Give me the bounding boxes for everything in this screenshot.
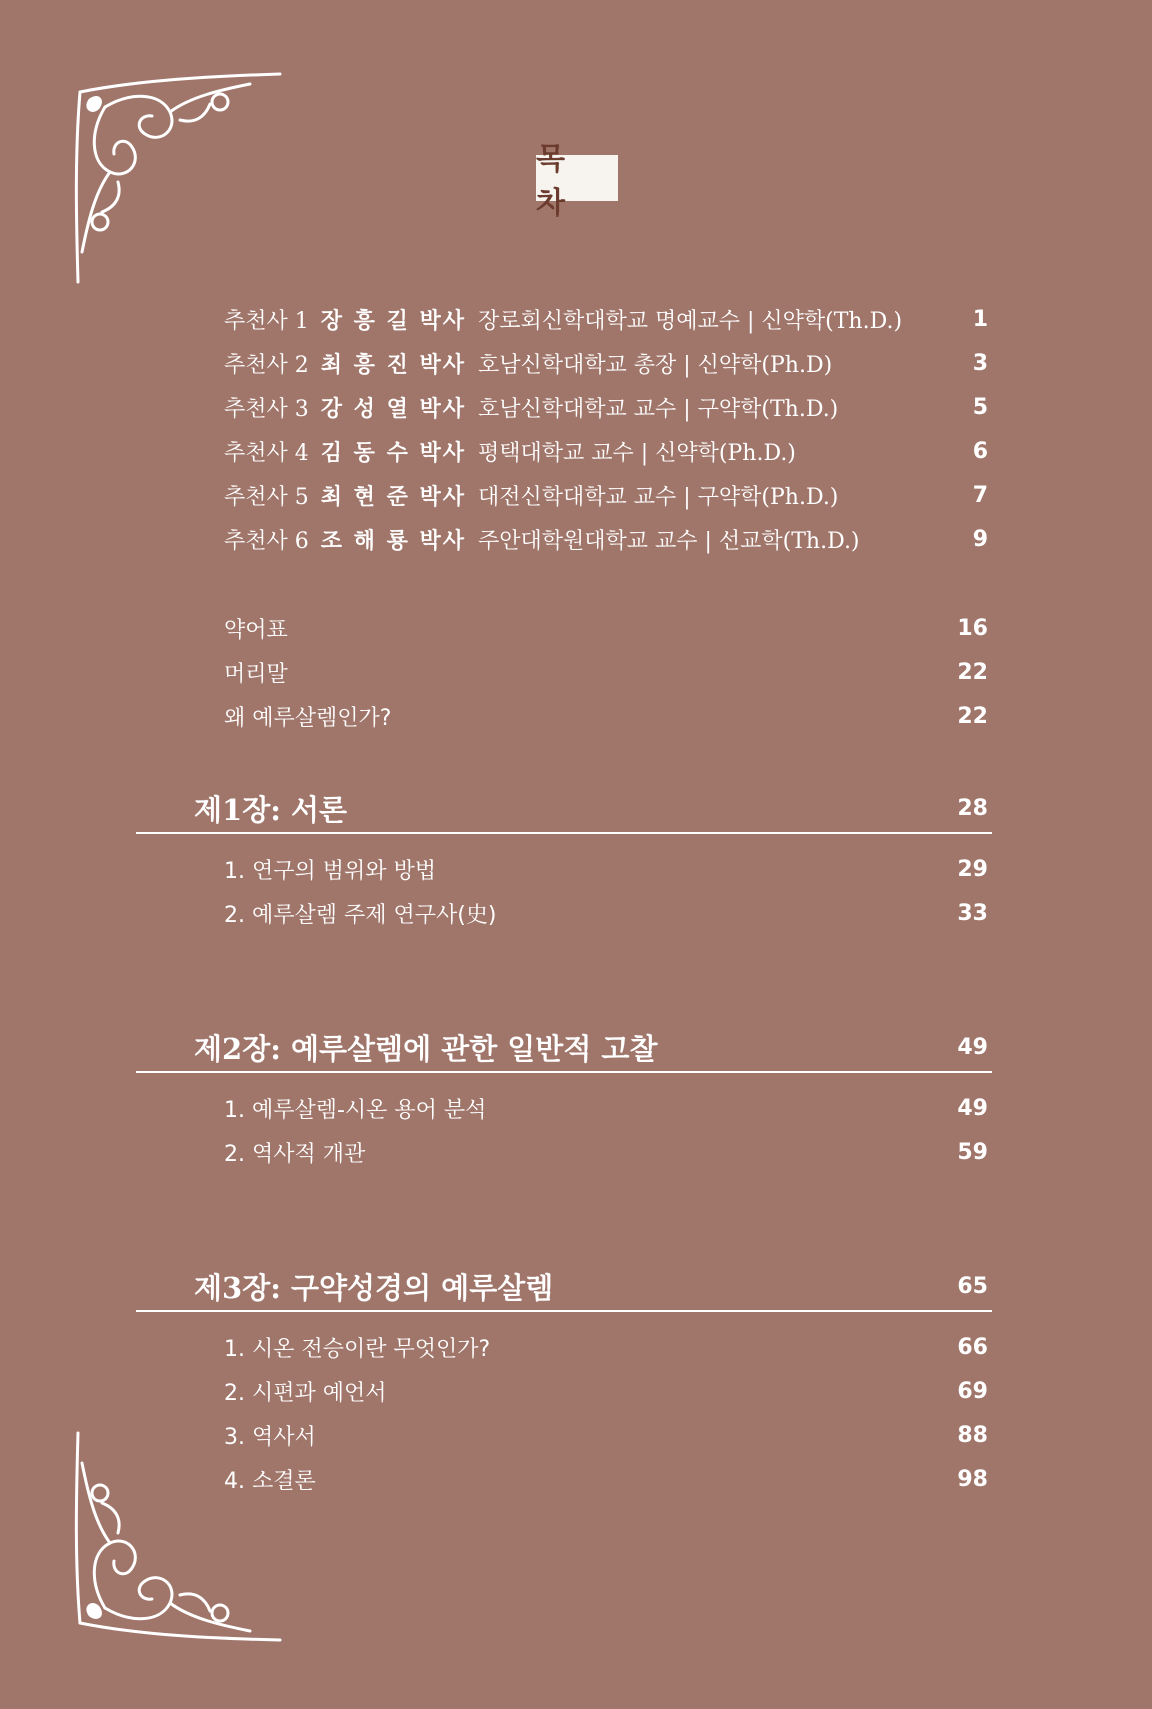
recommendation-row[interactable] [224, 522, 988, 556]
corner-ornament-bottom-icon [70, 1428, 285, 1643]
section-entry[interactable] [224, 1418, 988, 1452]
recommender-affiliation: 호남신학대학교 교수 | 구약학(Th.D.) [478, 396, 839, 422]
toc-entry-preface[interactable] [224, 655, 988, 689]
page-number: 1 [972, 306, 988, 332]
section-entry[interactable] [224, 852, 988, 886]
page-number: 22 [957, 659, 988, 685]
page-number: 6 [972, 438, 988, 464]
toc-title: 목 차 [536, 155, 618, 201]
toc-entry-abbreviations[interactable] [224, 611, 988, 645]
recommendation-row[interactable] [224, 390, 988, 424]
entry-title: 2. 예루살렘 주제 연구사(史) [224, 902, 497, 928]
page-number: 98 [957, 1466, 988, 1492]
recommendation-row[interactable] [224, 434, 988, 468]
page-number: 3 [972, 350, 988, 376]
recommendation-label: 추천사 4 [224, 440, 309, 466]
entry-title: 2. 역사적 개관 [224, 1141, 366, 1167]
entry-title: 약어표 [224, 617, 288, 643]
recommender-name: 장 흥 길 박사 [320, 308, 466, 334]
page-number: 16 [957, 615, 988, 641]
chapter-title: 제1장: 서론 [194, 792, 348, 827]
recommendation-label: 추천사 5 [224, 484, 309, 510]
entry-title: 왜 예루살렘인가? [224, 705, 392, 731]
entry-title: 머리말 [224, 661, 288, 687]
entry-title: 4. 소결론 [224, 1468, 316, 1494]
section-entry[interactable] [224, 1330, 988, 1364]
page-number: 5 [972, 394, 988, 420]
chapter-heading-1[interactable] [136, 788, 992, 834]
recommender-name: 조 해 룡 박사 [320, 528, 466, 554]
recommender-name: 최 흥 진 박사 [320, 352, 466, 378]
recommendation-row[interactable] [224, 478, 988, 512]
page-number: 28 [957, 795, 988, 821]
entry-title: 1. 연구의 범위와 방법 [224, 858, 436, 884]
recommender-affiliation: 주안대학원대학교 교수 | 선교학(Th.D.) [478, 528, 860, 554]
recommendation-label: 추천사 6 [224, 528, 309, 554]
entry-title: 1. 예루살렘-시온 용어 분석 [224, 1097, 487, 1123]
section-entry[interactable] [224, 1462, 988, 1496]
entry-title: 1. 시온 전승이란 무엇인가? [224, 1336, 491, 1362]
section-entry[interactable] [224, 896, 988, 930]
recommender-name: 김 동 수 박사 [320, 440, 466, 466]
page-number: 49 [957, 1034, 988, 1060]
entry-title: 3. 역사서 [224, 1424, 316, 1450]
page-number: 22 [957, 703, 988, 729]
recommender-affiliation: 대전신학대학교 교수 | 구약학(Ph.D.) [478, 484, 839, 510]
page-number: 29 [957, 856, 988, 882]
recommendation-row[interactable] [224, 302, 988, 336]
section-entry[interactable] [224, 1135, 988, 1169]
page-number: 66 [957, 1334, 988, 1360]
page-number: 49 [957, 1095, 988, 1121]
recommendation-row[interactable] [224, 346, 988, 380]
recommendation-label: 추천사 2 [224, 352, 309, 378]
recommender-affiliation: 장로회신학대학교 명예교수 | 신약학(Th.D.) [478, 308, 903, 334]
section-entry[interactable] [224, 1374, 988, 1408]
page-number: 33 [957, 900, 988, 926]
chapter-title: 제3장: 구약성경의 예루살렘 [194, 1270, 554, 1305]
recommendation-label: 추천사 1 [224, 308, 309, 334]
recommender-affiliation: 호남신학대학교 총장 | 신약학(Ph.D) [478, 352, 833, 378]
recommender-name: 최 현 준 박사 [320, 484, 466, 510]
page-number: 88 [957, 1422, 988, 1448]
chapter-heading-2[interactable] [136, 1027, 992, 1073]
entry-title: 2. 시편과 예언서 [224, 1380, 387, 1406]
chapter-title: 제2장: 예루살렘에 관한 일반적 고찰 [194, 1031, 658, 1066]
page-number: 59 [957, 1139, 988, 1165]
page-number: 69 [957, 1378, 988, 1404]
page-number: 65 [957, 1273, 988, 1299]
recommendation-label: 추천사 3 [224, 396, 309, 422]
section-entry[interactable] [224, 1091, 988, 1125]
corner-ornament-top-icon [70, 72, 285, 287]
page-number: 7 [972, 482, 988, 508]
chapter-heading-3[interactable] [136, 1266, 992, 1312]
recommender-affiliation: 평택대학교 교수 | 신약학(Ph.D.) [478, 440, 796, 466]
recommender-name: 강 성 열 박사 [320, 396, 466, 422]
page-number: 9 [972, 526, 988, 552]
toc-entry-why-jerusalem[interactable] [224, 699, 988, 733]
